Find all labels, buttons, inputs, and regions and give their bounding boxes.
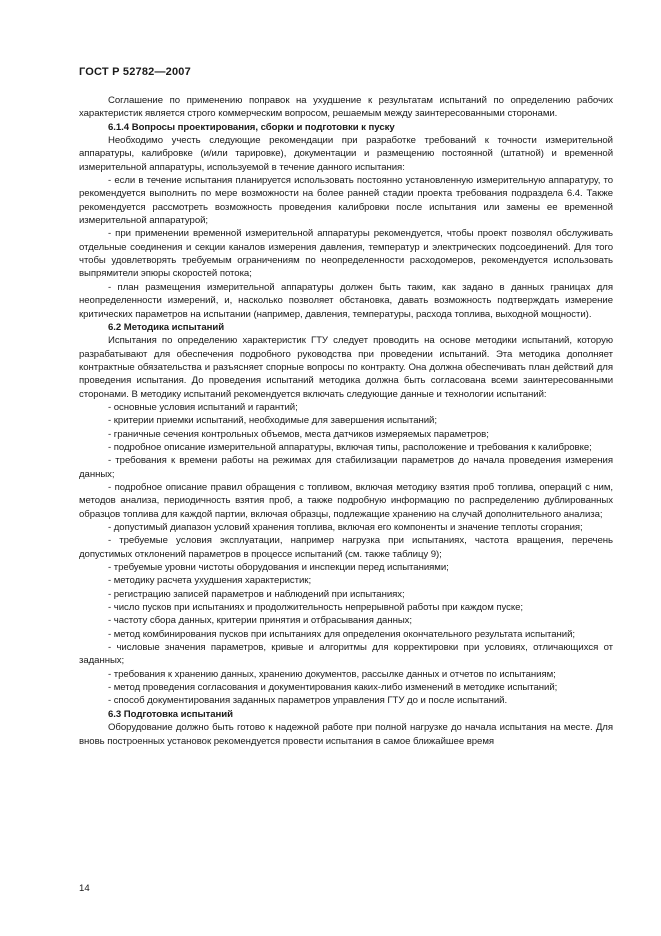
document-header: ГОСТ Р 52782—2007 (79, 66, 191, 78)
list-item: - при применении временной измерительной аппаратуры рекомендуется, чтобы проект позволял обслуживать отдельные соединения и секции каналов измерения давления, температур и электрических подсоединений. Для того чтобы удовлетворять требуемым ограничениям по неопределенности расходомеров, рекомендуется использовать выпрямители эпюры скоростей потока; (79, 228, 613, 280)
list-item: - частоту сбора данных, критерии принятия и отбрасывания данных; (108, 615, 413, 627)
list-item: - допустимый диапазон условий хранения топлива, включая его компоненты и значение теплоты сгорания; (108, 522, 583, 533)
list-item: - метод проведения согласования и документирования каких-либо изменений в методике испытаний; (108, 682, 558, 694)
list-item: - подробное описание измерительной аппаратуры, включая типы, расположение и требования к калибровке; (108, 441, 592, 453)
list-item: - требуемые уровни чистоты оборудования и инспекции перед испытаниями; (108, 562, 449, 574)
section-heading: 6.3 Подготовка испытаний (108, 708, 233, 720)
list-item: - если в течение испытания планируется использовать постоянно установленную измерительную аппаратуру, то рекомендуется выполнить по мере возможности на более ранней стадии проекта требования подраздела 6.4. Также рекомендуется рассмотреть возможность проведения калибровки после испытания или замены ее временной измерительной аппаратурой; (79, 175, 613, 227)
list-item: - регистрацию записей параметров и наблюдений при испытаниях; (108, 588, 405, 600)
list-item: - числовые значения параметров, кривые и алгоритмы для корректировки при условиях, отличающихся от заданных; (79, 642, 613, 667)
list-item: - методику расчета ухудшения характеристик; (108, 575, 312, 587)
list-item: - план размещения измерительной аппаратуры должен быть таким, как задано в данных границах для неопределенности измерений, и, насколько позволяет обстановка, давать возможность подтверждать измерение критических параметров на испытании (например, давления, температуры, расхода топлива, выходной мощности). (79, 281, 613, 320)
list-item: - способ документирования заданных параметров управления ГТУ до и после испытаний. (108, 695, 508, 707)
list-item: - граничные сечения контрольных объемов, места датчиков измеряемых параметров; (108, 428, 489, 440)
list-item: - метод комбинирования пусков при испытаниях для определения окончательного результата испытаний; (108, 628, 576, 640)
list-item: - критерии приемки испытаний, необходимые для завершения испытаний; (108, 415, 437, 427)
paragraph: Оборудование должно быть готово к надежной работе при полной нагрузке до начала испытания на месте. Для вновь построенных установок рекомендуется провести испытания в самое ближайшее время (79, 722, 613, 747)
list-item: - требуемые условия эксплуатации, например нагрузка при испытаниях, частота вращения, перечень допустимых отклонений параметров в процессе испытаний (см. также таблицу 9); (79, 535, 613, 560)
paragraph: Необходимо учесть следующие рекомендации при разработке требований к точности измерительной аппаратуры, калибровке (и/или тарировке), документации и размещению постоянной (штатной) и временной измерительной аппаратуры, используемой в течение данного испытания: (79, 135, 613, 173)
list-item: - требования к времени работы на режимах для стабилизации параметров до начала проведения измерения данных; (79, 455, 613, 480)
page-number: 14 (79, 883, 90, 894)
list-item: - число пусков при испытаниях и продолжительность непрерывной работы при каждом пуске; (108, 602, 524, 614)
document-body (79, 94, 613, 748)
list-item: - подробное описание правил обращения с топливом, включая методику взятия проб топлива, операций с ним, методов анализа, периодичность взятия проб, а также подробную информацию по распределению дублированных образцов топлива для каждой партии, включая образцы, подлежащие хранению на случай дополнительного анализа; (79, 481, 613, 520)
section-heading: 6.2 Методика испытаний (108, 321, 225, 333)
paragraph: Испытания по определению характеристик ГТУ следует проводить на основе методики испытаний, которую разрабатывают для обеспечения подробного руководства при проведении испытаний. Эта методика дополняет контрактные обязательства и разъясняет спорные вопросы по контракту. Она должна обеспечивать план действий для проведения испытания. До проведения испытаний методика должна быть согласована всеми заинтересованными сторонами. В методику испытаний рекомендуется включать следующие данные и технологии испытаний: (79, 335, 613, 400)
section-heading: 6.1.4 Вопросы проектирования, сборки и подготовки к пуску (108, 121, 395, 133)
list-item: - требования к хранению данных, хранению документов, рассылке данных и отчетов по испытаниям; (108, 668, 556, 680)
list-item: - основные условия испытаний и гарантий; (108, 401, 298, 413)
paragraph: Соглашение по применению поправок на ухудшение к результатам испытаний по определению рабочих характеристик является строго коммерческим вопросом, решаемым между заинтересованными сторонами. (79, 95, 613, 120)
